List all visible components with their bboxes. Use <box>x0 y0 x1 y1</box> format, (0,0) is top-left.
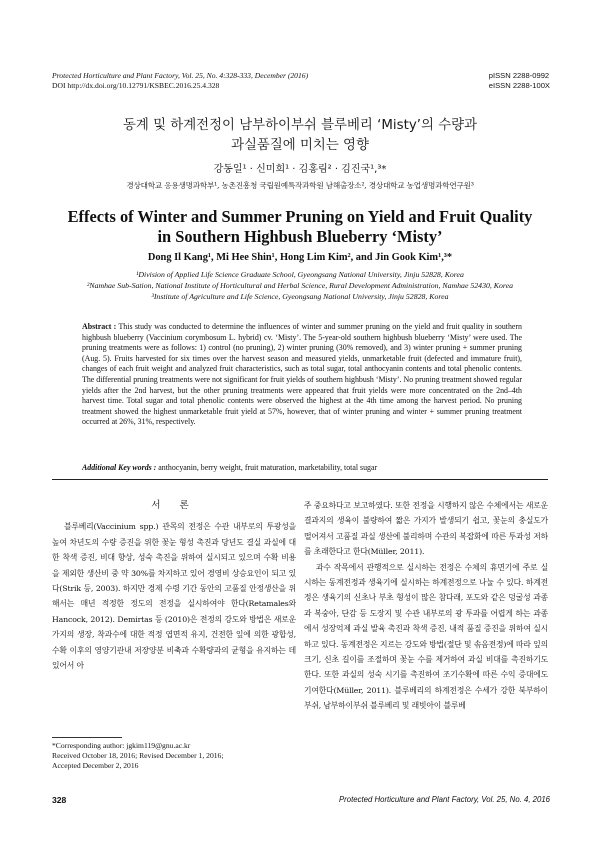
section-heading: 서 론 <box>151 500 197 511</box>
korean-affiliations: 경상대학교 응용생명과학부¹, 농촌진흥청 국립원예특작과학원 남해출장소², 경상대학교 농업생명과학연구원³ <box>126 181 474 190</box>
running-title: Protected Horticulture and Plant Factory, Vol. 25, No. 4, 2016 <box>338 795 550 804</box>
english-authors: Dong Il Kang¹, Mi Hee Shin¹, Hong Lim Kim², and Jin Gook Kim¹,³* <box>147 252 453 263</box>
received-date: Received October 18, 2016; Revised December 1, 2016; <box>52 751 224 761</box>
intro-paragraph-continued: 주 중요하다고 보고하였다. 또한 전정을 시행하지 않은 수체에서는 새로운 결과지의 생육이 불량하여 짧은 가지가 발생되기 쉽고, 꽃눈의 충실도가 떨어져서 고품질 과실 생산에 불리하며 수관의 복잡화에 따른 투과성 저하를 초래한다고 한다(Müller, 2011). <box>304 501 548 557</box>
footnote <box>52 741 296 772</box>
doi-link[interactable]: DOI http://dx.doi.org/10.12791/KSBEC.2016.25.4.328 <box>52 81 220 90</box>
affiliation-2: ²Namhae Sub-Sation, National Institute of Horticultural and Herbal Science, Rural Development Administration, Namhae 52430, Korea <box>87 281 513 290</box>
english-affiliations <box>0 269 600 302</box>
left-column <box>52 498 296 673</box>
english-title <box>0 207 600 247</box>
abstract-text: This study was conducted to determine the influences of winter and summer pruning on the yield and fruit quality in southern highbush blueberry (Vaccinium corymbosum L. hybrid) cv. ‘Misty’. The 5-year-old southern highbush blueberry ‘Misty’ were used. The pruning treatments were as follows: 1) control (no pruning), 2) winter pruning (30% removed), and 3) winter pruning + summer pruning (Aug. 5). Fruits harvested for six times over the harvest season and measured yields, unmarketable fruit (defected and immature fruit), changes of each fruit weight and analyzed fruit characteristics, such as total sugar, total anthocyanin contents and total phenolic contents. The differential pruning treatments were not significant for fruit yields of southern highbush ‘Misty’. No pruning treatment showed regular yields after the 2nd harvest, but the other pruning treatments were appeared that fruit yields were more concentrated on the 2nd–4th harvest time. Total sugar and total phenolic contents were observed the highest at the 4th time among the harvest period. No pruning treatment showed the highest unmarketable fruit yield at 57%, however, that of winter pruning and winter + summer pruning treatment occurred at 26%, 31%, respectively. <box>82 322 522 427</box>
pissn: pISSN 2288-0992 <box>488 71 550 80</box>
keywords <box>82 463 522 472</box>
right-column <box>304 498 548 714</box>
intro-paragraph-1: 블루베리(Vaccinium spp.) 관목의 전정은 수관 내부로의 투광성을 높여 차년도의 수량 증진을 위한 꽃눈 형성 촉진과 당년도 결실 과실에 대한 착색 증진, 비대 향상, 성숙 촉진을 위하여 실시되고 있으며 수확 비용을 제외한 생산비 중 약 30%를 차지하고 있어 경영비 상승요인이 되고 있다(Strik 등, 2003). 하지만 경제 수령 기간 동안의 고품질 안정생산을 위해서는 매년 적정한 정도의 전정을 실시하여야 한다(Retamales와 Hancock, 2012). Demirtas 등 (2010)은 전정의 강도와 방법은 새로운 가지의 생장, 착과수에 대한 적정 엽면적 유지, 건전한 잎에 의한 광합성, 수확 이후의 영양기관내 저장양분 비축과 수확량과의 균형을 유지하는 데 있어서 아 <box>52 522 296 671</box>
corresponding-author: *Corresponding author: jgkim119@gnu.ac.kr <box>52 741 191 750</box>
footnote-divider <box>52 737 122 738</box>
abstract-label: Abstract : <box>82 322 117 331</box>
keywords-label: Additional Key words : <box>82 463 157 472</box>
keywords-text: anthocyanin, berry weight, fruit maturation, marketability, total sugar <box>156 463 378 472</box>
page-number: 328 <box>52 795 67 805</box>
journal-citation: Protected Horticulture and Plant Factory, Vol. 25, No. 4:328-333, December (2016) <box>52 71 309 80</box>
korean-authors: 강동일¹ · 신미희¹ · 김홍림² · 김진국¹,³* <box>213 164 387 175</box>
affiliation-1: ¹Division of Applied Life Science Graduate School, Gyeongsang National University, Jinju 52828, Korea <box>136 270 464 279</box>
english-title-line2: in Southern Highbush Blueberry ‘Misty’ <box>157 227 443 246</box>
journal-header <box>52 71 308 91</box>
korean-title-line2: 과실품질에 미치는 영향 <box>231 138 369 153</box>
eissn: eISSN 2288-100X <box>488 81 550 90</box>
accepted-date: Accepted December 2, 2016 <box>52 761 139 771</box>
abstract <box>82 322 522 428</box>
korean-title <box>0 116 600 156</box>
divider <box>52 479 548 480</box>
korean-title-line1: 동계 및 하계전정이 남부하이부쉬 블루베리 ‘Misty’의 수량과 <box>122 118 478 133</box>
english-title-line1: Effects of Winter and Summer Pruning on Yield and Fruit Quality <box>67 207 533 226</box>
intro-paragraph-2: 과수 작목에서 관행적으로 실시하는 전정은 수체의 휴면기에 주로 실시하는 동계전정과 생육기에 실시하는 하계전정으로 나눌 수 있다. 하계전정은 생육기의 신초나 부초 형성이 많은 참다래, 포도와 같은 덩굴성 과종과 복숭아, 단감 등 도장지 및 수관 내부로의 광 투과를 어렵게 하는 과종에서 성장억제 과실 발육 촉진과 착색 증진, 내적 품질 증진을 위하여 실시하고 있다. 동계전정은 지르는 강도와 방법(절단 및 솎음전정)에 따라 잎의 크기, 신초 길이를 조절하며 꽃눈 수를 제거하여 과실 비대를 촉진하기도 한다. 또한 과실의 성숙 시기를 촉진하여 조기수확에 따른 수익 증대에도 기여한다(Müller, 2011). 블루베리의 하계전정은 수세가 강한 북부하이부쉬, 남부하이부쉬 블루베리 및 래빗아이 블루베 <box>304 562 548 711</box>
affiliation-3: ³Institute of Agriculture and Life Science, Gyeongsang National University, Jinju 52828, Korea <box>151 292 449 301</box>
issn-block <box>489 71 550 91</box>
